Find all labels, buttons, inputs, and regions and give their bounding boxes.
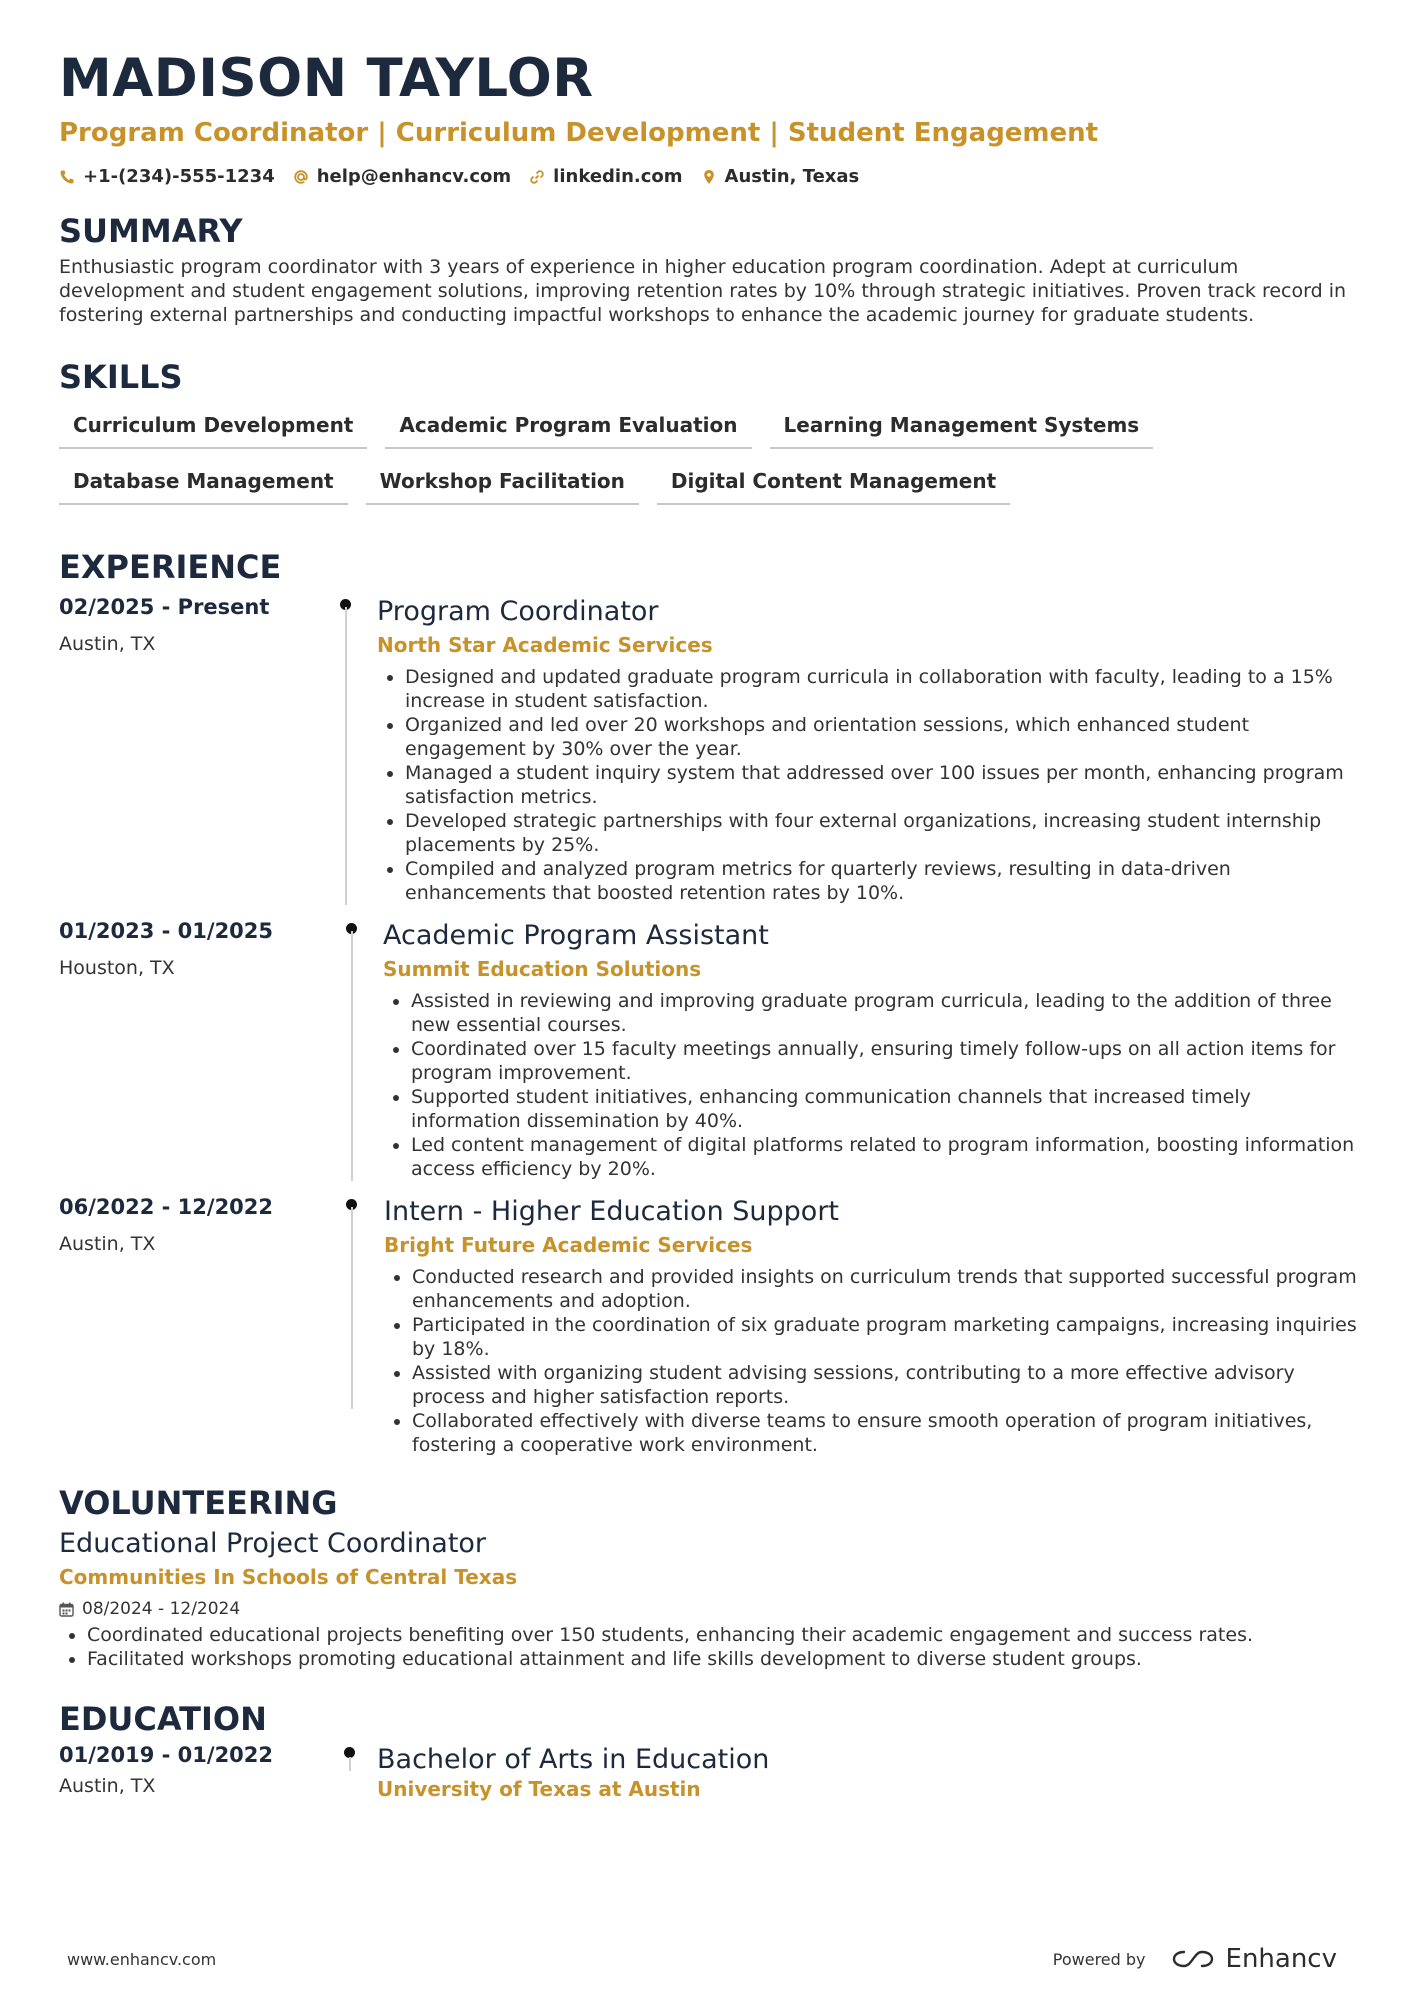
- location-pin-icon: [701, 169, 717, 185]
- education-date: 01/2019 - 01/2022: [59, 1743, 274, 1767]
- contact-linkedin[interactable]: [529, 166, 682, 187]
- resume-header: [59, 44, 1359, 187]
- page-footer: [67, 1944, 1337, 1974]
- list-item: • Participated in the coordination of six graduate program marketing campaigns, increasing inquiries by 18%.: [412, 1313, 1359, 1361]
- experience-location: Austin, TX: [59, 1233, 156, 1255]
- job-title: Program Coordinator: [377, 596, 659, 627]
- company-name: North Star Academic Services: [377, 633, 713, 657]
- school-name: University of Texas at Austin: [377, 1777, 701, 1801]
- experience-details: [377, 595, 1359, 905]
- footer-website-link[interactable]: www.enhancv.com: [67, 1949, 217, 1969]
- headline: Program Coordinator | Curriculum Development | Student Engagement: [59, 118, 1099, 148]
- volunteer-date: 08/2024 - 12/2024: [82, 1599, 241, 1619]
- achievement-list: [377, 665, 1359, 905]
- timeline-line: [345, 607, 347, 905]
- experience-section: [59, 545, 1359, 1457]
- list-item: • Managed a student inquiry system that addressed over 100 issues per month, enhancing program satisfaction metrics.: [405, 761, 1359, 809]
- contact-email[interactable]: [293, 166, 511, 187]
- list-item: • Designed and updated graduate program curricula in collaboration with faculty, leading to a 15% increase in student satisfaction.: [405, 665, 1359, 713]
- education-section: [59, 1697, 1359, 1801]
- at-icon: [293, 169, 309, 185]
- experience-meta: [59, 919, 289, 1181]
- list-item: • Coordinated over 15 faculty meetings annually, ensuring timely follow-ups on all action items for program improvement.: [411, 1037, 1359, 1085]
- experience-location: Austin, TX: [59, 633, 156, 655]
- contact-location: [701, 166, 860, 187]
- skill-tag: Database Management: [59, 465, 348, 505]
- experience-date: 06/2022 - 12/2022: [59, 1195, 274, 1219]
- contact-linkedin-text: linkedin.com: [553, 166, 683, 187]
- contact-phone-text: +1-(234)-555-1234: [83, 166, 275, 187]
- enhancv-logo-icon: [1170, 1947, 1216, 1971]
- education-title: EDUCATION: [59, 1700, 267, 1738]
- enhancv-brand-text: Enhancv: [1225, 1944, 1337, 1974]
- skill-tag: Academic Program Evaluation: [385, 409, 751, 449]
- contact-location-text: Austin, Texas: [724, 166, 860, 187]
- timeline-line: [349, 1757, 351, 1771]
- company-name: Bright Future Academic Services: [384, 1233, 753, 1257]
- experience-meta: [59, 1195, 289, 1457]
- volunteer-role: Educational Project Coordinator: [59, 1528, 487, 1559]
- list-item: • Developed strategic partnerships with four external organizations, increasing student internship placements by 25%.: [405, 809, 1359, 857]
- list-item: • Led content management of digital platforms related to program information, boosting information access efficiency by 20%.: [411, 1133, 1359, 1181]
- skills-list: [59, 409, 1359, 505]
- education-entry: [59, 1743, 1359, 1801]
- contact-bar: [59, 166, 1359, 187]
- experience-entry: [59, 595, 1359, 905]
- list-item: • Conducted research and provided insights on curriculum trends that supported successful program enhancements and adoption.: [412, 1265, 1359, 1313]
- education-location: Austin, TX: [59, 1775, 156, 1797]
- skill-tag: Learning Management Systems: [770, 409, 1154, 449]
- list-item: • Facilitated workshops promoting educational attainment and life skills development to diverse student groups.: [87, 1647, 1359, 1671]
- job-title: Academic Program Assistant: [383, 920, 769, 951]
- phone-icon: [59, 169, 75, 185]
- experience-entry: [59, 919, 1359, 1181]
- list-item: • Collaborated effectively with diverse teams to ensure smooth operation of program initiatives, fostering a cooperative work environment.: [412, 1409, 1359, 1457]
- timeline-line: [351, 931, 353, 1181]
- volunteering-title: VOLUNTEERING: [59, 1484, 338, 1522]
- link-icon: [529, 169, 545, 185]
- calendar-icon: [59, 1602, 74, 1617]
- candidate-name: MADISON TAYLOR: [59, 48, 594, 109]
- contact-email-text: help@enhancv.com: [316, 166, 512, 187]
- skill-tag: Workshop Facilitation: [366, 465, 639, 505]
- education-details: [377, 1743, 1359, 1801]
- powered-by-label: Powered by: [1052, 1949, 1146, 1969]
- contact-phone[interactable]: [59, 166, 275, 187]
- education-meta: [59, 1743, 289, 1801]
- powered-by: [1053, 1944, 1337, 1974]
- achievement-list: [384, 1265, 1359, 1457]
- list-item: • Supported student initiatives, enhancing communication channels that increased timely information dissemination by 40%.: [411, 1085, 1359, 1133]
- list-item: • Coordinated educational projects benefiting over 150 students, enhancing their academic engagement and success rates.: [87, 1623, 1359, 1647]
- timeline: [347, 1743, 391, 1801]
- list-item: • Assisted with organizing student advising sessions, contributing to a more effective advisory process and higher satisfaction reports.: [412, 1361, 1359, 1409]
- skill-tag: Curriculum Development: [59, 409, 367, 449]
- volunteer-achievement-list: [59, 1623, 1359, 1671]
- experience-location: Houston, TX: [59, 957, 175, 979]
- resume-page: [59, 44, 1359, 1801]
- summary-text: Enthusiastic program coordinator with 3 years of experience in higher education program coordination. Adept at curriculum development and student engagement solutions, improving retention rates by 10% through strategic initiatives. Proven track record in fostering external partnerships and conducting impactful workshops to enhance the academic journey for graduate students.: [59, 256, 1347, 326]
- timeline: [349, 919, 393, 1181]
- skills-section: [59, 355, 1359, 505]
- achievement-list: [383, 989, 1359, 1181]
- summary-section: [59, 209, 1359, 327]
- timeline: [343, 595, 387, 905]
- skills-title: SKILLS: [59, 358, 183, 396]
- timeline-line: [351, 1207, 353, 1409]
- experience-details: [383, 919, 1359, 1181]
- skill-tag: Digital Content Management: [657, 465, 1010, 505]
- degree: Bachelor of Arts in Education: [377, 1744, 770, 1775]
- job-title: Intern - Higher Education Support: [384, 1196, 840, 1227]
- summary-title: SUMMARY: [59, 212, 243, 250]
- experience-title: EXPERIENCE: [59, 548, 282, 586]
- experience-details: [384, 1195, 1359, 1457]
- list-item: • Assisted in reviewing and improving graduate program curricula, leading to the addition of three new essential courses.: [411, 989, 1359, 1037]
- volunteer-date-row: [59, 1599, 1359, 1619]
- experience-meta: [59, 595, 289, 905]
- experience-date: 02/2025 - Present: [59, 595, 270, 619]
- experience-date: 01/2023 - 01/2025: [59, 919, 274, 943]
- list-item: • Organized and led over 20 workshops and orientation sessions, which enhanced student engagement by 30% over the year.: [405, 713, 1359, 761]
- company-name: Summit Education Solutions: [383, 957, 702, 981]
- volunteer-organization: Communities In Schools of Central Texas: [59, 1565, 518, 1589]
- enhancv-brand-link[interactable]: [1170, 1944, 1337, 1974]
- experience-entry: [59, 1195, 1359, 1457]
- list-item: • Compiled and analyzed program metrics for quarterly reviews, resulting in data-driven enhancements that boosted retention rates by 10%.: [405, 857, 1359, 905]
- timeline: [349, 1195, 393, 1457]
- volunteering-section: [59, 1481, 1359, 1671]
